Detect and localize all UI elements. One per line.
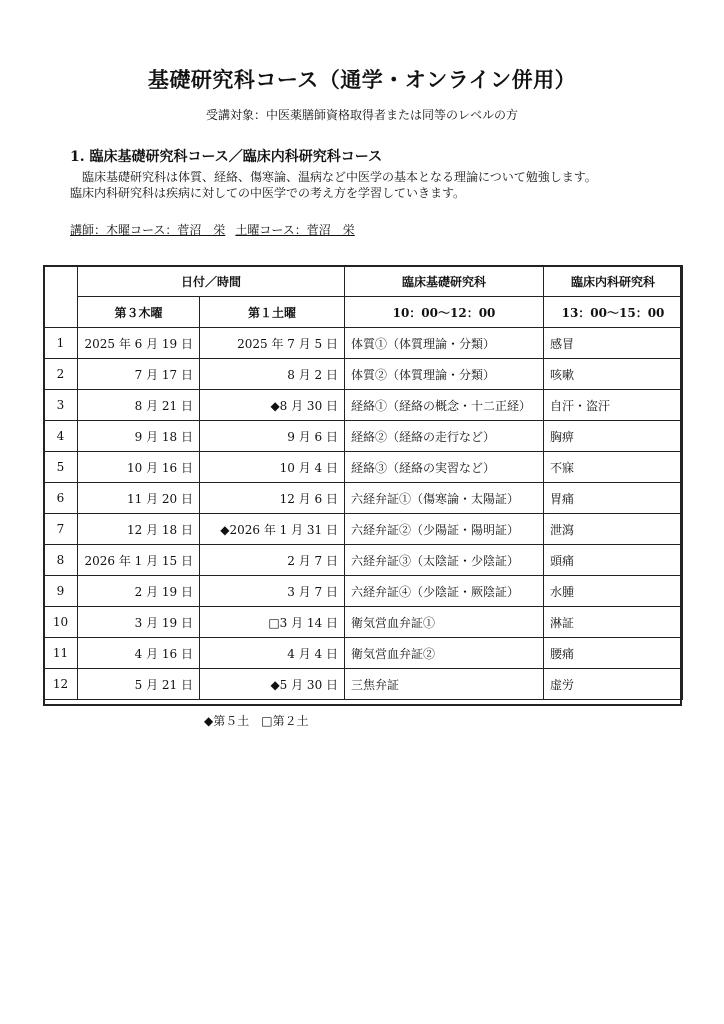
basic-topic: 六経弁証①（傷寒論・太陽証） — [345, 483, 544, 514]
schedule-table — [43, 265, 683, 700]
basic-topic: 体質①（体質理論・分類） — [345, 328, 544, 359]
internal-topic: 虚労 — [544, 669, 683, 700]
instructor-thursday: 講師：木曜コース：菅沼 栄 — [70, 223, 226, 237]
thursday-date: 2 月 19 日 — [78, 576, 200, 607]
target-audience: 受講対象：中医薬膳師資格取得者または同等のレベルの方 — [205, 108, 518, 122]
basic-topic: 三焦弁証 — [345, 669, 544, 700]
header-corner — [44, 266, 78, 328]
row-number: 8 — [44, 545, 78, 576]
internal-topic: 淋証 — [544, 607, 683, 638]
saturday-date: ◆8 月 30 日 — [200, 390, 345, 421]
row-number: 10 — [44, 607, 78, 638]
basic-topic: 体質②（体質理論・分類） — [345, 359, 544, 390]
saturday-date: 2025 年 7 月 5 日 — [200, 328, 345, 359]
basic-topic: 衛気営血弁証① — [345, 607, 544, 638]
row-number: 12 — [44, 669, 78, 700]
internal-topic: 自汗・盗汗 — [544, 390, 683, 421]
thursday-date: 3 月 19 日 — [78, 607, 200, 638]
description-line-2: 臨床内科研究科は疾病に対しての中医学での考え方を学習していきます。 — [70, 186, 466, 200]
instructor-saturday: 土曜コース：菅沼 栄 — [235, 223, 355, 237]
table-subheader-row — [44, 297, 683, 328]
saturday-date: 9 月 6 日 — [200, 421, 345, 452]
thursday-date: 10 月 16 日 — [78, 452, 200, 483]
row-number: 9 — [44, 576, 78, 607]
basic-topic: 六経弁証④（少陰証・厥陰証） — [345, 576, 544, 607]
internal-topic: 咳嗽 — [544, 359, 683, 390]
table-row — [44, 452, 683, 483]
internal-topic: 泄瀉 — [544, 514, 683, 545]
basic-topic: 経絡②（経絡の走行など） — [345, 421, 544, 452]
thursday-date: 7 月 17 日 — [78, 359, 200, 390]
table-row — [44, 483, 683, 514]
internal-topic: 感冒 — [544, 328, 683, 359]
basic-topic: 経絡③（経絡の実習など） — [345, 452, 544, 483]
thursday-date: 8 月 21 日 — [78, 390, 200, 421]
saturday-date: ◆5 月 30 日 — [200, 669, 345, 700]
header-date-time: 日付／時間 — [78, 266, 345, 297]
row-number: 6 — [44, 483, 78, 514]
legend-note: ◆第５土 □第２土 — [204, 714, 309, 728]
saturday-date: 12 月 6 日 — [200, 483, 345, 514]
row-number: 2 — [44, 359, 78, 390]
saturday-date: 3 月 7 日 — [200, 576, 345, 607]
saturday-date: 10 月 4 日 — [200, 452, 345, 483]
saturday-date: □3 月 14 日 — [200, 607, 345, 638]
row-number: 5 — [44, 452, 78, 483]
saturday-date: 8 月 2 日 — [200, 359, 345, 390]
thursday-date: 11 月 20 日 — [78, 483, 200, 514]
table-row — [44, 576, 683, 607]
saturday-date: ◆2026 年 1 月 31 日 — [200, 514, 345, 545]
basic-topic: 経絡①（経絡の概念・十二正経） — [345, 390, 544, 421]
section-heading: 1. 臨床基礎研究科コース／臨床内科研究科コース — [70, 149, 383, 165]
subheader-internal-time: 13：00～15：00 — [544, 297, 683, 328]
internal-topic: 頭痛 — [544, 545, 683, 576]
table-row — [44, 359, 683, 390]
basic-topic: 六経弁証②（少陽証・陽明証） — [345, 514, 544, 545]
row-number: 11 — [44, 638, 78, 669]
header-basic-course: 臨床基礎研究科 — [345, 266, 544, 297]
basic-topic: 六経弁証③（太陰証・少陰証） — [345, 545, 544, 576]
basic-topic: 衛気営血弁証② — [345, 638, 544, 669]
table-row — [44, 638, 683, 669]
instructor-info — [70, 221, 355, 238]
table-row — [44, 390, 683, 421]
thursday-date: 9 月 18 日 — [78, 421, 200, 452]
table-header-row — [44, 266, 683, 297]
table-row — [44, 607, 683, 638]
saturday-date: 4 月 4 日 — [200, 638, 345, 669]
description-line-1: 臨床基礎研究科は体質、経絡、傷寒論、温病など中医学の基本となる理論について勉強します。 — [82, 170, 597, 184]
table-row — [44, 545, 683, 576]
row-number: 7 — [44, 514, 78, 545]
thursday-date: 4 月 16 日 — [78, 638, 200, 669]
table-row — [44, 421, 683, 452]
subheader-thursday: 第３木曜 — [78, 297, 200, 328]
table-row — [44, 328, 683, 359]
subheader-basic-time: 10：00～12：00 — [345, 297, 544, 328]
thursday-date: 12 月 18 日 — [78, 514, 200, 545]
row-number: 3 — [44, 390, 78, 421]
table-row — [44, 514, 683, 545]
internal-topic: 水腫 — [544, 576, 683, 607]
header-internal-course: 臨床内科研究科 — [544, 266, 683, 297]
subheader-saturday: 第１土曜 — [200, 297, 345, 328]
internal-topic: 不寐 — [544, 452, 683, 483]
thursday-date: 2025 年 6 月 19 日 — [78, 328, 200, 359]
thursday-date: 2026 年 1 月 15 日 — [78, 545, 200, 576]
row-number: 1 — [44, 328, 78, 359]
page-title: 基礎研究科コース（通学・オンライン併用） — [147, 67, 577, 92]
internal-topic: 胃痛 — [544, 483, 683, 514]
table-row — [44, 669, 683, 700]
row-number: 4 — [44, 421, 78, 452]
internal-topic: 腰痛 — [544, 638, 683, 669]
internal-topic: 胸痹 — [544, 421, 683, 452]
thursday-date: 5 月 21 日 — [78, 669, 200, 700]
saturday-date: 2 月 7 日 — [200, 545, 345, 576]
